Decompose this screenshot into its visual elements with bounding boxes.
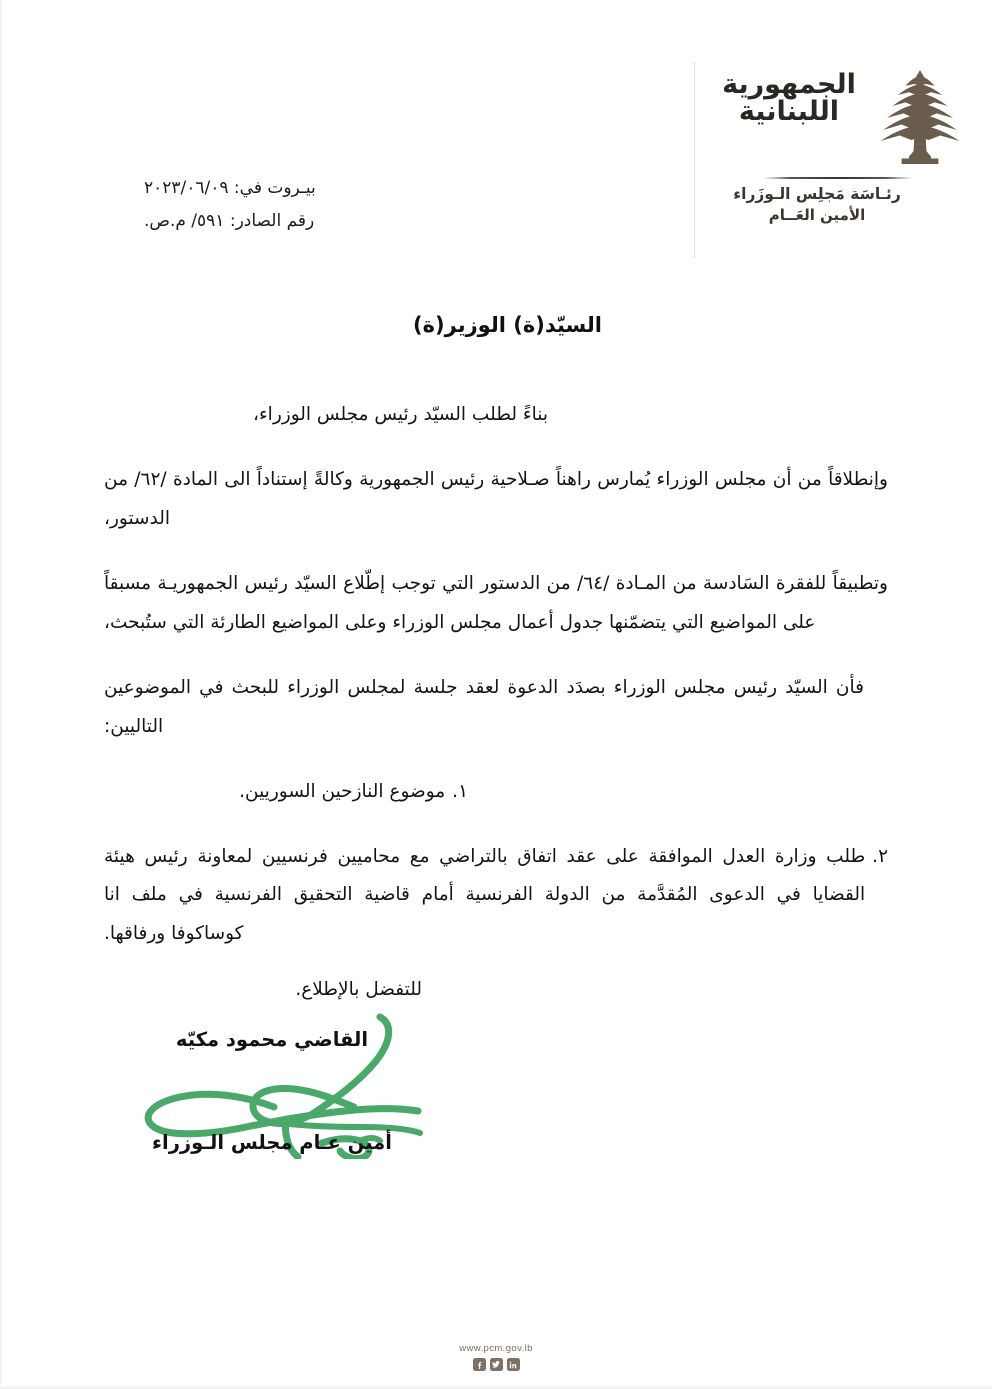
list-item-number: ١. (452, 781, 468, 803)
republic-name (714, 66, 864, 127)
list-item-text: موضوع النازحين السوريين. (239, 781, 446, 803)
signature-block (92, 1028, 452, 1154)
website-url[interactable]: www.pcm.gov.lb (459, 1343, 533, 1354)
department-name: الأمين العَــام (768, 206, 866, 225)
document-meta (144, 172, 372, 238)
agenda-list (104, 773, 888, 953)
scan-artifact-vertical-line (694, 62, 695, 258)
republic-name-line-1: الجمهورية (722, 69, 856, 100)
list-item-text: طلب وزارة العدل الموافقة على عقد اتفاق بالتراضي مع محاميين فرنسيين لمعاونة رئيس هيئة القضايا في الدعوى المُقدَّمة من الدولة الفرنسية أمام قاضية التحقيق الفرنسية في ملف انا كوساكوفا ورفاقها. (104, 845, 866, 944)
page-footer (0, 1343, 992, 1371)
list-item (104, 773, 888, 811)
letterhead (706, 66, 974, 227)
body-paragraph-2: وإنطلاقاً من أن مجلس الوزراء يُمارس راهناً صـلاحية رئيس الجمهورية وكالةً إستناداً الى المادة /٦٢/ من الدستور، (104, 469, 888, 529)
list-item (104, 838, 888, 953)
scan-artifact-bottom-edge (0, 1385, 992, 1389)
cedar-tree-icon (874, 66, 966, 170)
letterhead-divider (764, 177, 912, 179)
salutation: السيّد(ة) الوزير(ة) (413, 313, 602, 337)
republic-name-line-2: اللبنانية (738, 96, 840, 128)
reference-number-line: رقم الصادر: ٥٩١/ م.ص. (144, 211, 315, 232)
closing-line: للتفضل بالإطلاع. (295, 979, 422, 1001)
letter-body (104, 396, 888, 1000)
scan-artifact-left-edge (0, 0, 3, 1389)
social-links (0, 1358, 992, 1371)
signatory-name: القاضي محمود مكيّه (175, 1028, 369, 1051)
body-paragraph-3: وتطبيقاً للفقرة السَادسة من المـادة /٦٤/ من الدستور التي توجب إطّلاع السيّد رئيس الجمهوريـة مسبقاً على المواضيع التي يتضمّنها جدول أعمال مجلس الوزراء وعلى المواضيع الطارئة التي ستُبحث، (104, 573, 888, 633)
body-paragraph-1: بناءً لطلب السيّد رئيس مجلس الوزراء، (253, 404, 548, 425)
list-item-number: ٢. (872, 845, 888, 867)
institution-name: رئـاسَة مَجلِس الـوزَراء (733, 185, 901, 203)
twitter-icon[interactable] (490, 1358, 503, 1371)
date-line: بيـروت في: ٢٠٢٣/٠٦/٠٩ (144, 178, 316, 198)
linkedin-icon[interactable] (507, 1358, 520, 1371)
body-paragraph-4: فأن السيّد رئيس مجلس الوزراء بصدَد الدعوة لعقد جلسة لمجلس الوزراء للبحث في الموضوعين التاليين: (104, 677, 864, 737)
facebook-icon[interactable] (473, 1358, 486, 1371)
signatory-title: أمين عـام مجلس الـوزراء (152, 1131, 392, 1154)
letterhead-emblem-row (706, 66, 974, 170)
